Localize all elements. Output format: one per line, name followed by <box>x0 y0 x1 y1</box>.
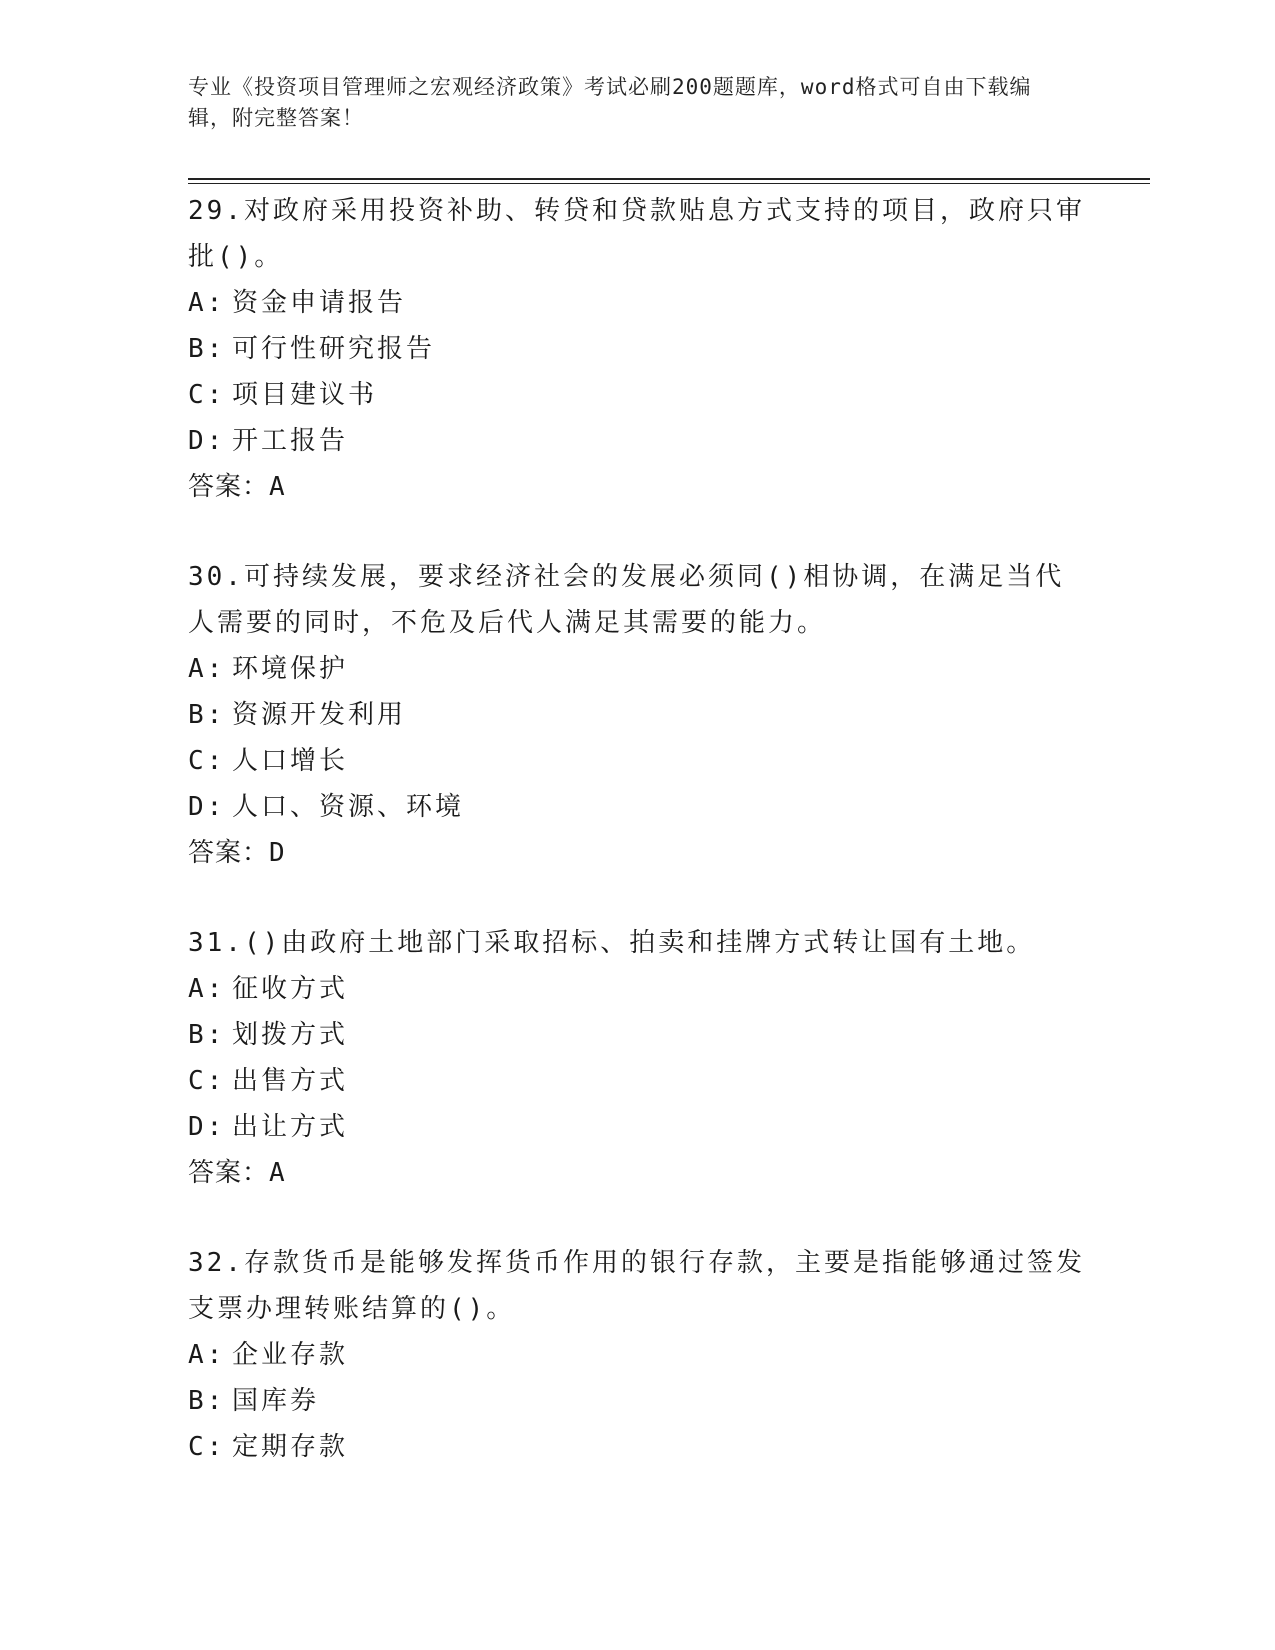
option-letter: B: <box>188 1020 226 1050</box>
option-text: 环境保护 <box>232 654 349 684</box>
option-letter: D: <box>188 426 226 456</box>
document-header: 专业《投资项目管理师之宏观经济政策》考试必刷200题题库，word格式可自由下载编辑，附完整答案！ <box>188 75 1032 130</box>
option-letter: A: <box>188 974 226 1004</box>
option-text: 资金申请报告 <box>232 288 407 318</box>
option-letter: B: <box>188 1386 226 1416</box>
option-letter: C: <box>188 746 226 776</box>
question-stem: 29.对政府采用投资补助、转贷和贷款贴息方式支持的项目，政府只审批()。 <box>188 196 1085 272</box>
option-letter: A: <box>188 288 226 318</box>
option-text: 开工报告 <box>232 426 349 456</box>
option-letter: D: <box>188 1112 226 1142</box>
option-b <box>188 1012 1088 1058</box>
option-letter: C: <box>188 1066 226 1096</box>
question-31 <box>188 920 1088 1196</box>
question-list <box>188 188 1088 1514</box>
option-letter: B: <box>188 334 226 364</box>
option-letter: C: <box>188 380 226 410</box>
question-29 <box>188 188 1088 510</box>
option-a <box>188 1332 1088 1378</box>
option-d <box>188 1104 1088 1150</box>
option-text: 企业存款 <box>232 1340 349 1370</box>
answer-line <box>188 464 1088 510</box>
option-text: 资源开发利用 <box>232 700 407 730</box>
header-divider-thick <box>188 178 1150 180</box>
option-c <box>188 372 1088 418</box>
option-b <box>188 1378 1088 1424</box>
option-c <box>188 738 1088 784</box>
option-text: 项目建议书 <box>232 380 378 410</box>
answer-line <box>188 1150 1088 1196</box>
question-stem: 31.()由政府土地部门采取招标、拍卖和挂牌方式转让国有土地。 <box>188 928 1036 958</box>
option-a <box>188 280 1088 326</box>
answer-line <box>188 830 1088 876</box>
option-text: 人口、资源、环境 <box>232 792 465 822</box>
option-d <box>188 784 1088 830</box>
answer-label: 答案： <box>188 472 270 502</box>
question-stem: 32.存款货币是能够发挥货币作用的银行存款，主要是指能够通过签发支票办理转账结算的()。 <box>188 1248 1085 1324</box>
option-b <box>188 692 1088 738</box>
question-32 <box>188 1240 1088 1470</box>
answer-label: 答案： <box>188 1158 270 1188</box>
answer-label: 答案： <box>188 838 270 868</box>
option-text: 可行性研究报告 <box>232 334 436 364</box>
option-text: 征收方式 <box>232 974 349 1004</box>
answer-value: A <box>269 1158 286 1188</box>
question-stem: 30.可持续发展，要求经济社会的发展必须同()相协调，在满足当代人需要的同时，不危及后代人满足其需要的能力。 <box>188 562 1065 638</box>
option-text: 人口增长 <box>232 746 349 776</box>
option-b <box>188 326 1088 372</box>
option-letter: B: <box>188 700 226 730</box>
option-letter: A: <box>188 1340 226 1370</box>
answer-value: D <box>269 838 286 868</box>
option-c <box>188 1058 1088 1104</box>
option-c <box>188 1424 1088 1470</box>
option-letter: A: <box>188 654 226 684</box>
option-a <box>188 646 1088 692</box>
option-text: 出让方式 <box>232 1112 349 1142</box>
option-text: 国库券 <box>232 1386 320 1416</box>
option-text: 定期存款 <box>232 1432 349 1462</box>
option-a <box>188 966 1088 1012</box>
header-divider-thin <box>188 183 1150 184</box>
answer-value: A <box>269 472 286 502</box>
option-text: 划拨方式 <box>232 1020 349 1050</box>
option-letter: D: <box>188 792 226 822</box>
option-d <box>188 418 1088 464</box>
option-text: 出售方式 <box>232 1066 349 1096</box>
option-letter: C: <box>188 1432 226 1462</box>
question-30 <box>188 554 1088 876</box>
